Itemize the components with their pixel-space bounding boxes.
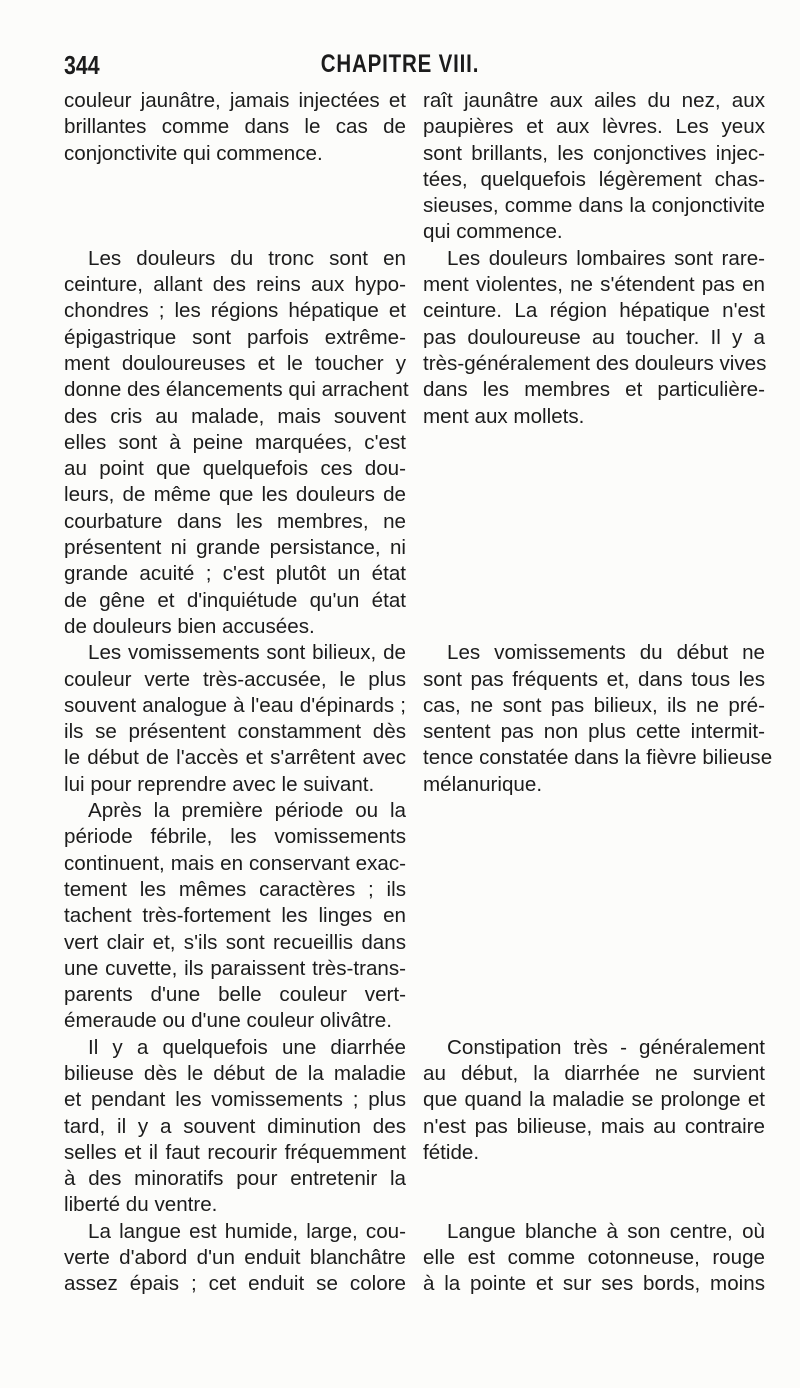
text-line: épigastrique sont parfois extrême- [64, 325, 406, 349]
text-line: Les douleurs du tronc sont en [88, 246, 406, 270]
left-column [64, 88, 409, 1298]
text-line: brillantes comme dans le cas de [64, 115, 406, 139]
text-line: sont brillants, les conjonctives injec- [423, 141, 765, 165]
text-line: leurs, de même que les douleurs de [64, 483, 406, 507]
text-line: sont pas fréquents et, dans tous les [423, 667, 765, 691]
blank-line [423, 430, 765, 456]
text-line: Il y a quelquefois une diarrhée [88, 1035, 406, 1059]
text-line: grande acuité ; c'est plutôt un état [64, 562, 406, 586]
text-line: à des minoratifs pour entretenir la [64, 1167, 406, 1191]
text-line: ceinture. La région hépatique n'est [423, 299, 765, 323]
blank-line [423, 956, 765, 982]
text-line: qui commence. [423, 220, 563, 244]
text-line: couleur verte très-accusée, le plus [64, 667, 406, 691]
text-line: parents d'une belle couleur vert- [64, 983, 406, 1007]
text-line: cas, ne sont pas bilieux, ils ne pré- [423, 693, 765, 717]
blank-line [423, 824, 765, 850]
text-line: une cuvette, ils paraissent très-trans- [64, 956, 406, 980]
text-line: lui pour reprendre avec le suivant. [64, 772, 375, 796]
text-line: le début de l'accès et s'arrêtent avec [64, 746, 406, 770]
text-line: vert clair et, s'ils sont recueillis dans [64, 930, 406, 954]
text-line: sieuses, comme dans la conjonctivite [423, 194, 765, 218]
text-line: Constipation très - généralement [447, 1035, 765, 1059]
text-line: assez épais ; cet enduit se colore [64, 1272, 406, 1296]
blank-line [423, 1008, 765, 1034]
running-header [0, 50, 800, 80]
text-line: verte d'abord d'un enduit blanchâtre [64, 1246, 406, 1270]
right-column [423, 88, 773, 1298]
text-line: chondres ; les régions hépatique et [64, 299, 406, 323]
blank-line [423, 509, 765, 535]
blank-line [423, 535, 765, 561]
text-line: tées, quelquefois légèrement chas- [423, 167, 765, 191]
text-line: ceinture, allant des reins aux hypo- [64, 273, 406, 297]
blank-line [423, 482, 765, 508]
blank-line [423, 1166, 765, 1192]
blank-line [423, 982, 765, 1008]
text-line: fétide. [423, 1140, 480, 1164]
chapter-title: CHAPITRE VIII. [320, 50, 480, 78]
text-line: conjonctivite qui commence. [64, 141, 323, 165]
blank-line [64, 193, 406, 219]
blank-line [423, 614, 765, 640]
text-line: ment violentes, ne s'étendent pas en [423, 273, 765, 297]
text-line: tachent très-fortement les linges en [64, 904, 406, 928]
text-line: période fébrile, les vomissements [64, 825, 406, 849]
text-line: La langue est humide, large, cou- [88, 1219, 406, 1243]
blank-line [423, 930, 765, 956]
text-line: de douleurs bien accusées. [64, 614, 315, 638]
text-line: donne des élancements qui arrachent [64, 378, 409, 402]
text-line: Langue blanche à son centre, où [447, 1219, 765, 1243]
blank-line [423, 877, 765, 903]
text-line: tence constatée dans la fièvre bilieuse [423, 746, 773, 770]
text-line: paupières et aux lèvres. Les yeux [423, 115, 765, 139]
text-line: couleur jaunâtre, jamais injectées et [64, 89, 406, 112]
text-line: au point que quelquefois ces dou- [64, 457, 406, 481]
text-line: très-généralement des douleurs vives [423, 351, 767, 375]
blank-line [423, 1192, 765, 1218]
blank-line [423, 561, 765, 587]
text-line: que quand la maladie se prolonge et [423, 1088, 765, 1112]
text-line: Les vomissements du début ne [447, 641, 765, 665]
text-line: sentent pas non plus cette intermit- [423, 720, 765, 744]
text-line: raît jaunâtre aux ailes du nez, aux [423, 89, 765, 112]
text-line: courbature dans les membres, ne [64, 509, 406, 533]
text-line: liberté du ventre. [64, 1193, 218, 1217]
text-line: tement les mêmes caractères ; ils [64, 877, 406, 901]
text-line: pas douloureuse au toucher. Il y a [423, 325, 765, 349]
text-line: elles sont à peine marquées, c'est [64, 430, 406, 454]
blank-line [423, 588, 765, 614]
blank-line [64, 219, 406, 245]
page-number: 344 [64, 50, 100, 80]
text-line: au début, la diarrhée ne survient [423, 1061, 765, 1085]
text-line: présentent ni grande persistance, ni [64, 536, 406, 560]
text-line: bilieuse dès le début de la maladie [64, 1061, 406, 1085]
text-line: des cris au malade, mais souvent [64, 404, 406, 428]
blank-line [423, 456, 765, 482]
blank-line [423, 851, 765, 877]
text-line: à la pointe et sur ses bords, moins [423, 1272, 765, 1296]
text-line: souvent analogue à l'eau d'épinards ; [64, 693, 406, 717]
blank-line [64, 167, 406, 193]
text-line: Les douleurs lombaires sont rare- [447, 246, 765, 270]
text-line: émeraude ou d'une couleur olivâtre. [64, 1009, 392, 1033]
text-line: elle est comme cotonneuse, rouge [423, 1246, 765, 1270]
text-line: de gêne et d'inquiétude qu'un état [64, 588, 406, 612]
blank-line [423, 903, 765, 929]
text-line: continuent, mais en conservant exac- [64, 851, 406, 875]
text-line: tard, il y a souvent diminution des [64, 1114, 406, 1138]
blank-line [423, 798, 765, 824]
text-line: ment aux mollets. [423, 404, 585, 428]
text-line: dans les membres et particulière- [423, 378, 765, 402]
text-line: ils se présentent constamment dès [64, 720, 406, 744]
text-line: ment douloureuses et le toucher y [64, 351, 406, 375]
text-line: n'est pas bilieuse, mais au contraire [423, 1114, 765, 1138]
text-line: Les vomissements sont bilieux, de [88, 641, 406, 665]
text-line: mélanurique. [423, 772, 543, 796]
text-line: et pendant les vomissements ; plus [64, 1088, 406, 1112]
text-line: selles et il faut recourir fréquemment [64, 1140, 406, 1164]
text-line: Après la première période ou la [88, 799, 406, 823]
